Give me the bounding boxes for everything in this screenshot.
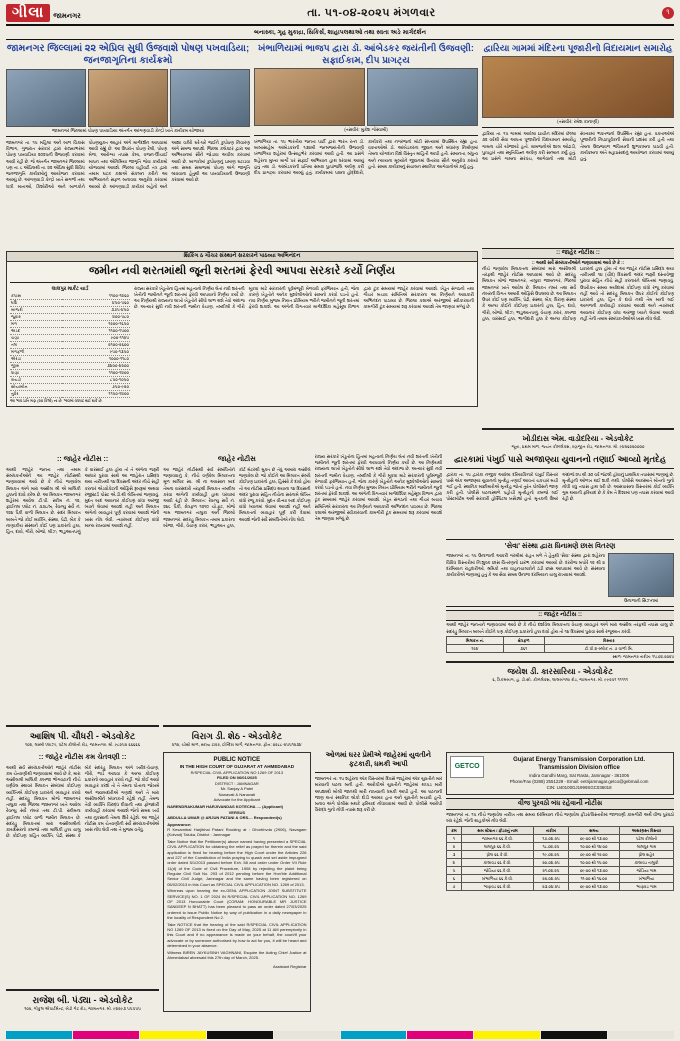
pn-signoff: Witness BIREN JAYKUSINH VAGHNANI, Esquire the Acting Chief Justice at Ahmedabad aforesaid this 27th day of March, 2025. — [167, 949, 307, 960]
table-cell: ૫ — [447, 867, 461, 875]
right-notice-2-title: :: જાહેર નોટીસ :: — [446, 610, 674, 621]
right-notice-1 — [482, 248, 674, 450]
story3-caption: (તસવીર: રમેશ કાનાણી) — [557, 119, 599, 125]
market-row — [10, 334, 130, 341]
market-rate: ૭૫૦-૯૨૦ — [62, 383, 130, 390]
notice-1-address: ૧૦૪, લક્ષ્મી પ્લાઝા, પટેલ કોલોની રોડ, જામનગર. મો. ૯૮૨૫૨ ૬૬૬૬૬ — [25, 741, 141, 747]
market-rate: ૩૪૦૦-૪૨૦૦ — [62, 362, 130, 369]
bottom-notice-title: :: જાહેર નોટીસ કમ ચેતવણી :: — [38, 753, 127, 761]
notice-1-title: :: જાહેર નોટીસ :: — [57, 455, 109, 463]
getco-company: Gujarat Energy Transmission Corporation Ltd. — [513, 756, 646, 763]
feature-headline: જમીન નવી શરતમાંથી જૂની શરતમાં ફેરવી આપવા સરકારે કર્યો નિર્ણય — [88, 265, 396, 277]
getco-cin: CIN: U40100GJ1999SGC036018 — [546, 784, 612, 790]
pn-para-3: Take NOTICE that the hearing of the said R/SPECIAL CIVIL APPLICATION NO 1269 OF 2013 is fixed on the Day of May, 2025 at 11 AM peremptorily in this Court and if no appearance is made on your behalf, the court/if your advocate or by someone authorised by how to act for you, it will be heard and determined in your absence. — [167, 921, 307, 949]
table-cell: લાલપુર ૬૬ કે.વી. — [461, 843, 534, 851]
table-cell: ૦૯:૦૦ થી ૧૩:૦૦ — [568, 883, 619, 891]
table-cell: પટેલ કોલોની — [619, 835, 673, 843]
table-cell: ૦૯:૦૦ થી ૧૨:૦૦ — [568, 851, 619, 859]
getco-logo-icon: GETCO — [450, 756, 484, 778]
story3-photo — [482, 56, 674, 118]
market-item: બાજરી — [10, 306, 62, 313]
table-cell: ભાણવડ ૬૬ કે.વી. — [461, 883, 534, 891]
color-registration-strip — [6, 1031, 674, 1039]
pn-appearance-label: Appearance: — [167, 821, 192, 827]
story5-photo — [608, 553, 674, 597]
lead-body: જામનગર તા. ૧૫ મહિલા અને બાળ વિકાસ વિભાગ, ગુજરાત સરકાર દ્વારા રાજ્યભરમાં પોષણ પખવાડિયા ૨૦૨૫ની ઉજવણી કરવામાં આવી રહી છે. જે અંતર્ગત જામનગર જિલ્લામાં પણ તા. ૮ એપ્રિલથી તા. ૨૨ એપ્રિલ સુધી વિવિધ જનજાગૃતિ કાર્યક્રમોનું આયોજન કરવામાં આવ્યું છે. આંગણવાડી કેન્દ્રો ખાતે સગર્ભા તથા ધાત્રી માતાઓ, કિશોરીઓ અને બાળકોને પોષણયુક્ત આહાર અંગે માર્ગદર્શન આપવામાં આવી રહ્યું છે. આ ઉપરાંત પોષણ રેલી, પોષણ મેળા, આરોગ્ય તપાસ કેમ્પ, વજન-ઊંચાઈ માપન તથા એનિમિયા જાગૃતિ જેવા કાર્યક્રમો યોજવામાં આવશે. જિલ્લા વહીવટી તંત્ર દ્વારા તમામ ઘટક કક્ષાએ સંકલન કરીને આ અભિયાનને સફળ બનાવવા અનુરોધ કરવામાં આવ્યો છે. આંગણવાડી કાર્યકર બહેનો અને આશા વર્કરો ઘરે-ઘરે જઈને કુપોષણ નિવારણ અંગે સમજ આપશે. જિલ્લા કલેક્ટર દ્વારા આ અભિયાનમાં સૌને જોડાવા અપીલ કરવામાં આવી છે. બાળકોમાં કુપોષણનું પ્રમાણ ઘટાડવા તથા સમગ્ર સમાજમાં પોષણ અંગે જાગૃતિ લાવવાના હેતુથી આ પખવાડિયાની ઉજવણી કરવામાં આવે છે. — [6, 139, 250, 189]
table-cell: કાલાવડ ૬૬ કે.વી. — [461, 859, 534, 867]
lead-photo-2 — [88, 69, 168, 127]
table-header: મિલકત નં. — [447, 636, 503, 644]
market-rate: ૧૧૦૦-૧૫૦૦ — [62, 327, 130, 334]
market-title: લાલપુર માર્કેટ યાર્ડ — [51, 285, 89, 292]
table-cell: ૩૬૧ — [503, 644, 544, 652]
getco-outage-table — [446, 826, 674, 891]
table-cell: ૨૦-૦૪-૨૫ — [534, 859, 568, 867]
getco-division: Transmission Division office — [538, 765, 620, 772]
story2-caption: (તસવીર: મુકેશ ગોસ્વામી) — [344, 127, 388, 132]
pn-versus: VERSUS — [228, 809, 246, 815]
market-rate: ૩૭૫-૪૫૦ — [62, 306, 130, 313]
masthead — [6, 4, 674, 26]
market-rows — [10, 293, 130, 398]
table-header: સબ સ્ટેશન / ફીડરનું નામ — [461, 827, 534, 835]
table-cell: ૧૮-૦૪-૨૫ — [534, 843, 568, 851]
market-note: આ ભાવ પ્રતિ મણ (૨૦ કિલો) ના છે. ભાવમાં વધઘટ થઈ શકે છે. — [10, 398, 103, 403]
pn-appearance-body: R Kesamitral Harjibhai Patani Rooding at : Dhorbhvda (2906), Navagam (Kotvad) Taluka, District : Jamnagar — [167, 826, 307, 838]
table-cell: ૬ — [447, 875, 461, 883]
notice-2-title: જાહેર નોટીસ — [217, 455, 256, 463]
public-notice-english — [163, 752, 310, 1017]
market-rate: ૪૦૦-૫૮૦ — [62, 313, 130, 320]
right-notice-2-head — [447, 636, 674, 644]
feature-body: રાજ્ય સરકારે ખેડૂતોના હિતમાં મહત્વનો નિર્ણય લેતાં નવી શરતની ખેતીની જમીનને જૂની શરતમાં ફેરવી આપવાનો નિર્ણય કર્યો છે. આ નિર્ણયથી રાજ્યના લાખો ખેડૂતોને સીધો લાભ થશે તેવો અંદાજ છે. અત્યાર સુધી નવી શરતની જમીન વેચાણ, તબદીલી કે ગીરો મૂકવા માટે સરકારની પૂર્વમંજૂરી મેળવવી ફરજિયાત હતી, જેના કારણે ખેડૂતોને અનેક મુશ્કેલીઓનો સામનો કરવો પડતો હતો. નવા નિર્ણય મુજબ નિયત પ્રીમિયમ ભરીને જમીનને જૂની શરતમાં ફેરવી શકાશે. આ અંગેની વિગતવાર માર્ગદર્શિકા મહેસૂલ વિભાગ દ્વારા ટૂંક સમયમાં જાહેર કરવામાં આવશે. ખેડૂત સંગઠનો તથા ગૌચર બચાવ સમિતિએ સરકારના આ નિર્ણયને આવકારી અભિનંદન પાઠવ્યા છે. જિલ્લા કક્ષાએ અરજીઓ સ્વીકારવાની કામગીરી ટૂંક સમયમાં શરૂ કરવામાં આવશે તેમ જાણવા મળ્યું છે. — [134, 285, 474, 310]
story-2 — [254, 43, 478, 245]
getco-header — [446, 752, 674, 795]
right-notice-1-advocate: ખોડીદાસ એમ. વાડોદરિયા - એડવોકેટ — [522, 434, 634, 443]
market-item: મગ — [10, 320, 62, 327]
masthead-date: તા. ૫૧-૦૪-૨૦૨૫ મંગળવાર — [307, 6, 436, 19]
story4-body: દ્વારકા તા. ૧૫ દ્વારકા નજીક આવેલા દરિયાકિનારે પંખુઈ વિસ્તાર પાસે એક અજાણ્યા યુવાનનો મૃતદેહ તણાઈ આવતાં ચકચાર મચી ગઈ હતી. સ્થાનિક માછીમારોએ મૃતદેહ જોતાં તુરંત પોલીસને જાણ કરી હતી. પોલીસે ઘટનાસ્થળે પહોંચી મૃતદેહનો કબજો લઈ પોસ્ટમોર્ટમ અર્થે સરકારી હોસ્પિટલ ખસેડ્યો હતો. મૃતકની ઉંમર અંદાજે ૨૫ થી ૩૦ વર્ષ જેટલી હોવાનું પ્રાથમિક તપાસમાં જણાયું છે. મૃતદેહની ઓળખ થઈ શકી નથી. પોલીસે અકસ્માતે મોતનો ગુનો નોંધી વધુ તપાસ હાથ ધરી છે. આસપાસના વિસ્તારમાં કોઈ વ્યક્તિ ગુમ થયાની ફરિયાદ છે કે કેમ તે દિશામાં પણ તપાસ કરવામાં આવી રહી છે. — [446, 471, 674, 502]
table-cell: ૦૯:૦૦ થી ૧૩:૦૦ — [568, 867, 619, 875]
table-cell: ધ્રોલ ૬૬ કે.વી. — [461, 851, 534, 859]
right-notice-1-sub: :: આથી સર્વે સંબંધકર્તાઓને જણાવવામાં આવે છે કે :: — [531, 260, 625, 265]
masthead-logo — [6, 4, 81, 22]
lead-photo-1 — [6, 69, 86, 127]
getco-intro: જામનગર તા. ૧૫ નીચે જણાવેલ તારીખ તથા સમય દરમિયાન નીચે જણાવેલ ફીડર/વિસ્તારોમાં જાળવણી કામગીરી અર્થે વીજ પુરવઠો બંધ રહેશે. જેની ગ્રાહકોએ નોંધ લેવી. — [446, 812, 675, 824]
notice-1-body: આથી જાહેર જનતા તથા તમામ સંબંધકર્તાઓને આ જાહેર નોટીસથી જણાવવામાં આવે છે કે નીચે જણાવેલ મિલકત અંગે મારા અસીલ શ્રી એ માલિકી હક્કનો દાવો કરેલ છે. આ મિલકત જામનગર શહેરમાં આવેલ ટી.પી. સ્કીમ નં. ૧૨, ફાઈનલ પ્લોટ નં. ૩૭૮/બ, રેવન્યુ સર્વે નં. ૧૨૪ પૈકી વાળી મિલકત છે. સદર મિલકત બાબતે જો કોઈ વ્યક્તિ, સંસ્થા, પેઢી, બેંક કે નાણાકીય સંસ્થાને કોઈ પણ પ્રકારનો હક્ક, હિત, દાવો, ગીરો, બોજો, લીઝ, ભાડુઆતપણું કે વારસાઈ હક્ક હોય તો તે અંગેના જરૂરી આધાર પુરાવા સાથે આ જાહેરાત પ્રસિદ્ધ થયા તારીખથી ૧૪ દિવસની અંદર નીચે સહી કરનાર એડવોકેટની ઓફિસે રૂબરૂમાં અથવા રજીસ્ટર્ડ પોસ્ટ એ.ડી.થી લેખિતમાં જણાવવું. મુદત બાદ આવનાર કોઈપણ વાંધા અરજી ધ્યાને લેવામાં આવશે નહીં અને મિલકત અંગેનો વ્યવહાર પૂર્ણ કરવામાં આવશે જેની ખાસ નોંધ લેવી. ત્યારબાદ કોઈપણ વાંધો માન્ય રાખવામાં આવશે નહીં. — [6, 466, 160, 535]
market-item: ઘઉં — [10, 299, 62, 306]
table-row — [447, 644, 674, 652]
story2-photo-1 — [254, 68, 365, 126]
market-row — [10, 390, 130, 397]
feature-kicker: શિકિંગ ઠ ગૌચર સંસ્થાને સરકારને પાઠવ્યા અભિનંદન — [7, 252, 477, 262]
market-item: ચણા — [10, 334, 62, 341]
story5-body: જામનગર તા. ૧૫ ઉનાળાની આકરી ગરમીમાં રાહત મળે તે હેતુથી 'સેવા' સંસ્થા દ્વારા શહેરના વિવિધ વિસ્તારોમાં નિ:શુલ્ક છાસ વિતરણનો પ્રારંભ કરવામાં આવ્યો છે. દરરોજ બપોરે ૧૨ થી ૪ દરમિયાન રાહદારીઓ, શ્રમિકો તથા વાહનચાલકોને ઠંડી છાસ આપવામાં આવે છે. સંસ્થાના કાર્યકરોએ જણાવ્યું હતું કે આ સેવા સમગ્ર ઉનાળા દરમિયાન ચાલુ રાખવામાં આવશે. — [446, 553, 606, 578]
table-cell: ૧૦:૦૦ થી ૧૪:૦૦ — [568, 843, 619, 851]
table-row — [447, 843, 674, 851]
market-item: એરંડા — [10, 355, 62, 362]
story6-headline: ઓળમાં ઘરર પ્રેમીએ જાહેરમાં યુવતીને ફટકારી, ધમકી આપી — [325, 751, 432, 768]
market-item: ધાણા — [10, 369, 62, 376]
right-notice-1-title: :: જાહેર નોટીસ :: — [482, 248, 674, 259]
table-cell: ૨ — [447, 843, 461, 851]
table-row — [447, 851, 674, 859]
feature-block — [6, 248, 478, 450]
table-cell: ૦૯:૦૦ થી ૧૩:૦૦ — [568, 835, 619, 843]
story-4-column — [315, 454, 443, 748]
story5-caption: ઉનાળાની સિઝનમાં — [623, 598, 659, 604]
market-row — [10, 306, 130, 313]
story4-headline: દ્વારકામાં પંખુઈ પાસે અજાણ્યા યુવાનનો તણાઈ આવ્યો મૃતદેહ — [454, 453, 667, 464]
table-header: ક્રમ — [447, 827, 461, 835]
getco-table-head — [447, 827, 674, 835]
market-rate: ૧૧૫૦-૧૪૦૦ — [62, 390, 130, 397]
right-notice-2-body: આથી જાહેર જનતાને જણાવવામાં આવે છે કે નીચે દર્શાવેલ મિલકતના વેચાણ વ્યવહાર અંગે મારા અસીલ તરફથી તપાસ ચાલુ છે. સદરહુ મિલકત બાબતે કોઈને પણ કોઈપણ પ્રકારનો હક્ક દાવો હોય તો ૧૪ દિવસમાં પુરાવા સાથે રજૂઆત કરવી. — [446, 622, 675, 634]
table-cell: જોડિયા ૬૬ કે.વી. — [461, 867, 534, 875]
notice-1 — [6, 454, 159, 748]
market-rate: ૪૫૦-૫૬૦ — [62, 299, 130, 306]
pn-advocate-lines: Mr. Sanjay A Patel — [220, 786, 254, 792]
right-notice-2-address: ૬, ત્રિકમબાગ, હ. ડી.સી. કોમ્પ્લેક્સ, લાલબંગલા રોડ, જામનગર. મો. ૯૯૨૫૧ ૧૧૧૧૧ — [492, 676, 628, 682]
getco-table-rows — [447, 835, 674, 891]
right-notice-1-body: નીચે જણાવેલ મિલકતના સંબંધમાં મારા અસીલશ્રી તરફથી જાહેર નોટીસ આપવામાં આવે છે. સદરહુ મિલકત મોજે જામનગર, તાલુકા જામનગર, જિલ્લો જામનગર ખાતે આવેલ છે. મિલકત નંબર તથા સર્વે નંબરની વિગત અમારી ઓફિસે ઉપલબ્ધ છે. આ મિલકત ઉપર કોઈ પણ વ્યક્તિ, પેઢી, સંસ્થા, બેંક, ધિરાણ સંસ્થા કે અન્ય કોઈને કોઈપણ પ્રકારનો હક્ક, હિત, દાવો, ગીરો, બોજો, લીઝ, ભાડુઆતપણું, વેચાણ કરાર, કબજા હક્ક, વારસાઈ હક્ક, ભાગીદારી હક્ક કે અન્ય કોઈપણ પ્રકારનો હક્ક હોય તો આ જાહેર નોટીસ પ્રસિદ્ધ થયા તારીખથી ૧૪ (ચૌદ) દિવસની અંદર જરૂરી દસ્તાવેજી પુરાવા સહિત નીચે સહી કરનારને લેખિતમાં જણાવવું. ઉપરોક્ત સમય મર્યાદામાં કોઈપણ વાંધો રજૂ કરવામાં નહીં આવે તો સદરહુ મિલકત ઉપર કોઈનો કોઈપણ પ્રકારનો હક્ક, હિત કે દાવો નથી તેમ માની લઈ આગળની કાર્યવાહી કરવામાં આવશે અને ત્યારબાદ આવનાર કોઈપણ વાંધા અરજી ધ્યાને લેવામાં આવશે નહીં તેની તમામ સંબંધકર્તાઓએ ખાસ નોંધ લેવી. — [482, 266, 674, 321]
market-row — [10, 369, 130, 376]
pn-para-2: Whereas upon hearing the ex-GENL APPLICATION JOINT SUBSTITUTE SERVICE(S) NO. 1 OF 2024 IN R/SPECIAL CIVIL APPLICATION NO. 1269 OF 2013 Honourable Court (CORAM: HONOURABLE MR JUSTICE SANDEEP N BHATT) has been pleased to pass an order dated 27/03/2025 ordered to issue Public Notice by way of publication in a daily newspaper in the locality of Respondent No 2. — [167, 888, 307, 921]
table-cell: જામનગર ૬૬ કે.વી. — [461, 835, 534, 843]
market-row — [10, 355, 130, 362]
market-row — [10, 348, 130, 355]
pn-case: R/SPECIAL CIVIL APPLICATION NO 1269 OF 2013 — [190, 770, 284, 776]
table-row — [447, 859, 674, 867]
table-cell: ૨૧-૦૪-૨૫ — [534, 867, 568, 875]
table-header: અસરગ્રસ્ત વિસ્તાર — [619, 827, 673, 835]
story3-body: દ્વારિયા તા. ૧૫ ગામમાં આવેલા પ્રાચીન મંદિરમાં છેલ્લા ૩૨ વર્ષથી સેવા આપતા પૂજારીનો વિદાયમાન સમારોહ ગામના ચોરે યોજાયો હતો. ગ્રામજનોએ શાલ ઓઢાડી, પુષ્પહાર તથા સ્મૃતિચિહ્ન અર્પણ કરી સન્માન કર્યું હતું. આ પ્રસંગે ગામના સરપંચ, આગેવાનો તથા મોટી સંખ્યામાં ભક્તજનો ઉપસ્થિત રહ્યા હતા. વક્તાઓએ પૂજારીની નિષ્ઠાપૂર્વકની સેવાની પ્રશંસા કરી હતી તથા તેમના ઉજ્જવળ ભવિષ્યની શુભકામના પાઠવી હતી. કાર્યક્રમના અંતે મહાપ્રસાદનું આયોજન કરવામાં આવ્યું હતું. — [482, 131, 674, 162]
market-item: જુવાર — [10, 313, 62, 320]
table-cell: ૨૨-૦૪-૨૫ — [534, 875, 568, 883]
feature-article — [6, 251, 478, 407]
right-notice-2-rows — [447, 644, 674, 652]
table-header: ક્ષેત્રફળ — [503, 636, 544, 644]
story2-body: ખંભાળિયા તા. ૧૫ ભારતીય જનતા પાર્ટી દ્વારા ભારત રત્ન ડૉ. બાબાસાહેબ આંબેડકરની ૧૩૪મી જન્મજયંતીની ઉજવણી ખંભાળિયા શહેરમાં ઉત્સાહભેર કરવામાં આવી હતી. આ પ્રસંગે શહેરના મુખ્ય માર્ગો પર સફાઈ અભિયાન હાથ ધરવામાં આવ્યું હતું તથા ડૉ. આંબેડકરની પ્રતિમા સમક્ષ પુષ્પાંજલિ અર્પણ કરી દીપ પ્રાગટ્ય કરવામાં આવ્યું હતું. કાર્યક્રમમાં પક્ષના હોદ્દેદારો, કાર્યકરો તથા નગરજનો મોટી સંખ્યામાં ઉપસ્થિત રહ્યા હતા. વક્તાઓએ ડૉ. આંબેડકરના જીવન અને બંધારણ નિર્માણમાં તેમના યોગદાન વિશે વિસ્તૃત માહિતી આપી હતી. સમાનતા, બંધુત્વ અને ન્યાયના મૂલ્યોને જીવનમાં ઉતારવા સૌને અનુરોધ કરાયો હતો. સમગ્ર કાર્યક્રમનું સંચાલન સ્થાનિક આગેવાનોએ કર્યું હતું. — [254, 139, 478, 176]
story2-headline: ખંભાળિયામાં ભાજપ દ્વારા ડૉ. આંબેડકર જયંતીની ઉજવણી: સફાઈકામ, દીપ પ્રાગટ્ય — [258, 43, 474, 65]
market-rate: ૧૧૦૦-૧૪૬૦ — [62, 293, 130, 300]
table-cell: ૨૩-૦૪-૨૫ — [534, 883, 568, 891]
table-cell: ૧૯-૦૪-૨૫ — [534, 851, 568, 859]
market-rate: ૧૧૦૦-૧૪૦૦ — [62, 369, 130, 376]
mid-band — [6, 454, 674, 748]
pn-filed: FILED ON 06/01/2025 — [216, 775, 257, 781]
story3-headline: દ્વારિયા ગામમાં મંદિરના પૂજારીનો વિદાયમાન સમારોહ — [483, 43, 673, 53]
market-row — [10, 327, 130, 334]
strapline: બનાસ્કા, ગૃહ મુકાદ્રા, સિકિર્સ, શાહાપલથાઓ તથા સ્વતા અઙે માર્ગદર્શન — [6, 29, 674, 40]
bottom-notice-advocate: રાજેશ બી. પંડ્યા - એડવોકેટ — [32, 994, 133, 1005]
table-row — [447, 835, 674, 843]
lead-caption: જામનગર જિલ્લામાં પોષણ પખવાડિયા અંતર્ગત આંગણવાડી કેન્દ્રો ખાતે કાર્યક્રમ યોજાયા — [52, 127, 204, 133]
table-cell: ૭ — [447, 883, 461, 891]
pn-advocate-role: Advocate for the Applicant — [213, 796, 261, 802]
table-cell: ખંભાળિયા — [619, 875, 673, 883]
table-row — [447, 875, 674, 883]
bottom-notice-body: આથી સર્વે સંબંધકર્તાઓને જાહેર નોટીસ કમ ચેતવણીથી જણાવવામાં આવે છે કે, મારા અસીલશ્રી માલિકી કબજા ભોગવટાની નીચે વર્ણવેલ સ્થાવર મિલકત સંબંધમાં કોઈપણ વ્યક્તિએ કોઈપણ પ્રકારનો વ્યવહાર કરવો નહીં. સદરહુ મિલકત મોજે જામનગર તાલુકા તથા જિલ્લા જામનગર ખાતે આવેલ રેવન્યુ સર્વે નંબર તથા ટી.પી. સ્કીમના ફાઈનલ પ્લોટ વાળી જમીન મિલકત છે. સદરહુ મિલકતમાં મારા અસીલશ્રીનો કાયદેસરનો કબજો તથા માલિકી હક્ક ચાલુ છે. કોઈપણ ત્રાહિત વ્યક્તિ, પેઢી, સંસ્થા કે બેંકે સદરહુ મિલકત અંગે ખરીદ-વેચાણ, ગીરો, ભાડે આપવા કે અન્ય કોઈપણ પ્રકારનો વ્યવહાર કરવો નહીં. જો કોઈ આવો વ્યવહાર કરશે તો તે તેમના પોતાના જોખમે અને જવાબદારીએ ગણાશે અને તે મારા અસીલશ્રીને બંધનકર્તા રહેશે નહીં. તેમજ તેવી વ્યક્તિ વિરુદ્ધ દીવાની તથા ફોજદારી કાર્યવાહી કરવામાં આવશે જેનો સમગ્ર ખર્ચ તથા નુકસાની તેમના શિરે રહેશે. આ જાહેર નોટીસ કમ ચેતવણીની સર્વે સંબંધકર્તાઓએ ખાસ નોંધ લેવી તથા તે મુજબ વર્તવું. — [6, 764, 160, 839]
market-rate: ૧૦૦૦-૧૧૮૦ — [62, 355, 130, 362]
pn-advocate-firm: Nanavati & Nanavati — [218, 791, 256, 797]
table-header: વિસ્તાર — [544, 636, 673, 644]
table-cell: લાલપુર ગામ — [619, 843, 673, 851]
table-cell: ભાણવડ ગામ — [619, 883, 673, 891]
market-item: મગફળી — [10, 348, 62, 355]
right-column-stack — [446, 454, 674, 748]
market-item: તલ — [10, 341, 62, 348]
right-notice-2-table — [446, 636, 674, 653]
getco-address: Indira Gandhi Marg, Sat Rasta, Jamnagar - 361006 — [529, 772, 630, 778]
story5-headline: 'સેવા' સંસ્થા દ્વારા ધિનામણે છાસ વિતરણ — [504, 542, 616, 550]
table-cell: ૧ — [447, 835, 461, 843]
table-header: તારીખ — [534, 827, 568, 835]
pn-sign-title: Assistant Registrar — [272, 964, 307, 970]
getco-contact: Phone/Fax (0288) 2551229 - Email: eetrijamnagar.getco@gebmail.com — [509, 778, 649, 784]
lead-headline: જામનગર જિલ્લામાં ૨૨ એપ્રિલ સુધી ઉજવાશે પોષણ પખવાડિયા; જનજાગૃતિના કાર્યક્રમો — [6, 43, 250, 66]
market-item: જીરું — [10, 362, 62, 369]
market-rate: ૯૫૦-૧૩૫૦ — [62, 348, 130, 355]
notice-2-advocate: વિરાગ ડી. શેઠ - એડવોકેટ — [191, 730, 282, 741]
market-row — [10, 376, 130, 383]
market-item: તુવેર — [10, 390, 62, 397]
table-cell: ૧૧:૦૦ થી ૧૬:૦૦ — [568, 875, 619, 883]
pn-court: IN THE HIGH COURT OF GUJARAT AT AHMEDABAD — [179, 763, 295, 769]
table-cell: ૧૦:૦૦ થી ૧૫:૦૦ — [568, 859, 619, 867]
pn-district: DISTRICT : JAMNAGAR — [214, 780, 259, 786]
lead-story — [6, 43, 250, 245]
table-cell: ૧૭-૦૪-૨૫ — [534, 835, 568, 843]
second-band — [6, 248, 674, 450]
market-row — [10, 341, 130, 348]
story2-photo-row — [254, 68, 478, 126]
market-row — [10, 383, 130, 390]
table-cell: ૩ — [447, 851, 461, 859]
market-table — [10, 293, 130, 398]
table-cell: કાલાવડ તાલુકો — [619, 859, 673, 867]
bottom-notice — [6, 752, 159, 1017]
table-header: સમય — [568, 827, 619, 835]
top-stories — [6, 43, 674, 245]
table-cell: ૪ — [447, 859, 461, 867]
market-item: અડદ — [10, 327, 62, 334]
masthead-page-number: ૧ — [662, 7, 674, 19]
logo-mark: ગીલા — [6, 4, 50, 22]
bottom-notice-address: ૧૦૨, ગોકુલ એપાર્ટમેન્ટ, બેડી ગેટ રોડ, જામનગર. મો. ૯૪૨૯૩ ૫૫૫૫૫ — [24, 1005, 141, 1011]
story-6 — [315, 752, 443, 1017]
market-row — [10, 313, 130, 320]
market-rate: ૯૦૦-૧૧૨૫ — [62, 334, 130, 341]
right-notice-2-advocate: જયેશ ડી. કારસારિયા - એડવોકેટ — [507, 666, 613, 676]
market-row — [10, 362, 130, 369]
market-row — [10, 299, 130, 306]
market-rate: ૧૨૦૦-૧૬૫૦ — [62, 320, 130, 327]
getco-notice-title: વીજ પુરવઠો બંધ રહેવાની નોટીસ — [446, 798, 674, 810]
table-row — [447, 867, 674, 875]
market-row — [10, 320, 130, 327]
market-item: રાયડો — [10, 376, 62, 383]
notice-1-advocate: આશિષ પી. ચૌધરી - એડવોકેટ — [29, 730, 136, 741]
table-cell: ધ્રોલ શહેર — [619, 851, 673, 859]
market-item: સોયાબીન — [10, 383, 62, 390]
logo-subtitle: જામનગર — [53, 13, 81, 20]
notice-2-address: ૪૧૨, ચોથો માળ, સ્કાય ટાવર, ઈન્દિરા માર્ગ, જામનગર. ફોન: ૦૨૮૮-૨૫૫૧૨૩૪ — [172, 741, 302, 747]
story4-filler-body: રાજ્ય સરકારે ખેડૂતોના હિતમાં મહત્વનો નિર્ણય લેતાં નવી શરતની ખેતીની જમીનને જૂની શરતમાં ફેરવી આપવાનો નિર્ણય કર્યો છે. આ નિર્ણયથી રાજ્યના લાખો ખેડૂતોને સીધો લાભ થશે તેવો અંદાજ છે. અત્યાર સુધી નવી શરતની જમીન વેચાણ, તબદીલી કે ગીરો મૂકવા માટે સરકારની પૂર્વમંજૂરી મેળવવી ફરજિયાત હતી, જેના કારણે ખેડૂતોને અનેક મુશ્કેલીઓનો સામનો કરવો પડતો હતો. નવા નિર્ણય મુજબ નિયત પ્રીમિયમ ભરીને જમીનને જૂની શરતમાં ફેરવી શકાશે. આ અંગેની વિગતવાર માર્ગદર્શિકા મહેસૂલ વિભાગ દ્વારા ટૂંક સમયમાં જાહેર કરવામાં આવશે. ખેડૂત સંગઠનો તથા ગૌચર બચાવ સમિતિએ સરકારના આ નિર્ણયને આવકારી અભિનંદન પાઠવ્યા છે. જિલ્લા કક્ષાએ અરજીઓ સ્વીકારવાની કામગીરી ટૂંક સમયમાં શરૂ કરવામાં આવશે તેમ જાણવા મળ્યું છે. — [314, 453, 443, 522]
market-rate: ૨૧૦૦-૨૬૦૦ — [62, 341, 130, 348]
table-cell: ટી.પી.૪-બ્લોક નં. ૭ વાળી મિ. — [544, 644, 673, 652]
table-cell: ૧૨૪ — [447, 644, 503, 652]
right-notice-1-address: જૂના, પ્રથમ માળ, જયંત કોમ્પ્લેક્સ, રણજીત રોડ, જામનગર. મો. ૯૪૨૬૨૨૦૦૦૦ — [511, 444, 645, 449]
table-row — [447, 883, 674, 891]
table-cell: ખંભાળિયા ૬૬ કે.વી. — [461, 875, 534, 883]
market-block — [10, 286, 130, 403]
bottom-band — [6, 752, 674, 1017]
lead-photo-3 — [170, 69, 250, 127]
getco-advertisement — [446, 752, 674, 1017]
notice-2-body: આ જાહેર નોટીસથી સર્વે સંબંધિતોને જણાવવાનું કે, નીચે વર્ણવેલ મિલકતના મૂળ માલિક સ્વ. શ્રી ના અવસાન બાદ તેમના વારસદારો તરફથી મિલકત તબદીલ કરવા અંગેની કાર્યવાહી હાથ ધરવામાં આવી રહી છે. મિલકત: રેવન્યુ સર્વે નં. ૨૪૮ પૈકી, ક્ષેત્રફળ ૧૨૧૦ ચો.ફૂટ, મોજે ગામ જામનગર તાલુકા અને જિલ્લો જામનગર. સદરહુ મિલકત તમામ પ્રકારના બોજા, ગીરો, વેચાણ કરાર, ભાડુઆત હક્ક, કોર્ટ મેટરથી મુક્ત છે તેવું અમારા અસીલે જણાવેલ છે. જો કોઈને આ મિલકત સંબંધે કોઈપણ પ્રકારનો હક્ક, હિસ્સો કે દાવો હોય તો આ નોટીસ પ્રસિદ્ધ થયાના ૧૪ દિવસની અંદર પુરાવા સહિત નીચેના સરનામે લેખિત વાંધો રજૂ કરવો. મુદત વીત્યા બાદ કોઈપણ વાંધો ધ્યાનમાં લેવામાં આવશે નહીં અને મિલકતનો વ્યવહાર પૂર્ણ કરી દેવામાં આવશે જેની સર્વે સંબંધિતોએ નોંધ લેવી. — [163, 466, 311, 528]
story2-photo-2 — [367, 68, 478, 126]
story6-body: જામનગર તા. ૧૫ શહેરના એક વિસ્તારમાં દિવસે જાહેરમાં એક યુવતીને માર મારવાની ઘટના બની હતી. આરોપીએ યુવતીને જાહેરમાં થપ્પડ મારી અપશબ્દો બોલી જાનથી મારી નાખવાની ધમકી આપી હતી. આ ઘટનાની જાણ થતાં સ્થાનિક લોકો દોડી આવ્યા હતા અને યુવતીને બચાવી હતી. બનાવ અંગે પોલીસ મથકે ફરિયાદ નોંધાવવામાં આવી છે. પોલીસે આરોપી વિરુદ્ધ ગુનો નોંધી તપાસ શરૂ કરી છે. — [314, 776, 443, 813]
market-item: કપાસ — [10, 293, 62, 300]
pn-party-2: ABDULLA UMAR @ ARJUN PATANI & ORS.... Respondent(s) — [167, 815, 282, 821]
table-cell: જોડિયા ગામ — [619, 867, 673, 875]
pn-para-1: Take Notice that the Petitioner(s) above named having presented a SPECIAL CIVIL APPLICATION for obtaining the relief as prayed for therein and the said application is fixed for hearing before the High Court under the Articles 226 and 227 of the Constitution of India praying to quash and set aside impugned order dated 5/1/2013 passed before Exh. 58 and order under Order VII Rule 11(d) of the Code of Civil Procedure, 1908 by rejecting the plaint being Regular Civil Suit No. 293 of 2012 pending before the Hon'ble Additional Senior Civil Judge, Jamnagar and the same having been registered on 05/02/2013 in this Court as SPECIAL CIVIL APPLICATION NO. 1269 of 2013. — [167, 838, 307, 887]
market-rate: ૮૫૦-૧૦૫૦ — [62, 376, 130, 383]
right-notice-2-note: સ્થળ: જામનગર તારીખ: ૧૫-૦૪-૨૦૨૫ — [612, 653, 675, 659]
story-3 — [482, 43, 674, 245]
lead-photo-row — [6, 69, 250, 127]
notice-2 — [163, 454, 310, 748]
pn-title: PUBLIC NOTICE — [213, 756, 261, 763]
pn-party-1: NARENDRAKUMAR HARJIVANDAS KOTECHA .... (Applicant) — [167, 804, 283, 810]
